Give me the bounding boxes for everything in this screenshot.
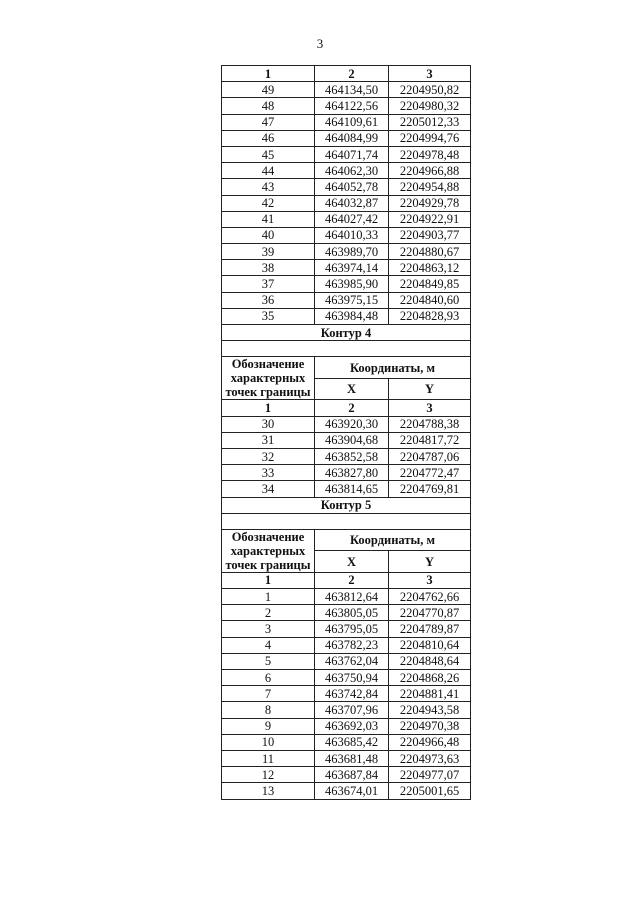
- designation-header: Обозначение характерных точек границы: [222, 529, 315, 572]
- y-coordinate-cell: 2204769,81: [389, 481, 471, 497]
- column-number-2: 2: [315, 572, 389, 588]
- point-id-cell: 41: [222, 211, 315, 227]
- y-coordinate-cell: 2205012,33: [389, 114, 471, 130]
- y-coordinate-cell: 2204762,66: [389, 589, 471, 605]
- table-row: [222, 432, 471, 448]
- x-coordinate-cell: 463750,94: [315, 670, 389, 686]
- x-coordinate-cell: 464027,42: [315, 211, 389, 227]
- table-row: [222, 621, 471, 637]
- y-coordinate-cell: 2204903,77: [389, 227, 471, 243]
- point-id-cell: 7: [222, 686, 315, 702]
- table-row: [222, 130, 471, 146]
- table-row: [222, 750, 471, 766]
- y-coordinate-cell: 2204770,87: [389, 605, 471, 621]
- table-row: [222, 276, 471, 292]
- coordinates-header: Координаты, м: [315, 529, 471, 551]
- y-coordinate-cell: 2204922,91: [389, 211, 471, 227]
- contour-title-row: [222, 497, 471, 513]
- column-number-row: [222, 66, 471, 82]
- column-number-1: 1: [222, 400, 315, 416]
- table-row: [222, 670, 471, 686]
- x-coordinate-cell: 464062,30: [315, 163, 389, 179]
- point-id-cell: 4: [222, 637, 315, 653]
- column-number-1: 1: [222, 66, 315, 82]
- point-id-cell: 48: [222, 98, 315, 114]
- column-number-2: 2: [315, 400, 389, 416]
- table-row: [222, 98, 471, 114]
- column-number-3: 3: [389, 572, 471, 588]
- point-id-cell: 33: [222, 465, 315, 481]
- spacer-row: [222, 513, 471, 529]
- x-coordinate-cell: 464134,50: [315, 82, 389, 98]
- y-coordinate-cell: 2204772,47: [389, 465, 471, 481]
- point-id-cell: 40: [222, 227, 315, 243]
- x-coordinate-cell: 464010,33: [315, 227, 389, 243]
- table-row: [222, 260, 471, 276]
- x-coordinate-cell: 463674,01: [315, 783, 389, 799]
- point-id-cell: 35: [222, 308, 315, 324]
- page-number: 3: [316, 36, 324, 51]
- point-id-cell: 8: [222, 702, 315, 718]
- x-coordinate-cell: 464052,78: [315, 179, 389, 195]
- point-id-cell: 9: [222, 718, 315, 734]
- y-axis-header: Y: [389, 551, 471, 573]
- point-id-cell: 2: [222, 605, 315, 621]
- column-number-2: 2: [315, 66, 389, 82]
- x-coordinate-cell: 463692,03: [315, 718, 389, 734]
- x-axis-header: X: [315, 378, 389, 400]
- y-coordinate-cell: 2204980,32: [389, 98, 471, 114]
- table-row: [222, 686, 471, 702]
- x-coordinate-cell: 463985,90: [315, 276, 389, 292]
- y-coordinate-cell: 2204787,06: [389, 448, 471, 464]
- table-row: [222, 653, 471, 669]
- y-coordinate-cell: 2204880,67: [389, 244, 471, 260]
- point-id-cell: 30: [222, 416, 315, 432]
- x-coordinate-cell: 463812,64: [315, 589, 389, 605]
- contour-title: Контур 4: [222, 325, 471, 341]
- x-coordinate-cell: 464071,74: [315, 146, 389, 162]
- point-id-cell: 38: [222, 260, 315, 276]
- table-row: [222, 227, 471, 243]
- point-id-cell: 39: [222, 244, 315, 260]
- x-coordinate-cell: 463687,84: [315, 767, 389, 783]
- spacer-row: [222, 341, 471, 357]
- x-axis-header: X: [315, 551, 389, 573]
- table-row: [222, 163, 471, 179]
- x-coordinate-cell: 464084,99: [315, 130, 389, 146]
- point-id-cell: 12: [222, 767, 315, 783]
- x-coordinate-cell: 464122,56: [315, 98, 389, 114]
- x-coordinate-cell: 463782,23: [315, 637, 389, 653]
- table-row: [222, 211, 471, 227]
- point-id-cell: 11: [222, 750, 315, 766]
- x-coordinate-cell: 463795,05: [315, 621, 389, 637]
- x-coordinate-cell: 463827,80: [315, 465, 389, 481]
- table-row: [222, 308, 471, 324]
- x-coordinate-cell: 463762,04: [315, 653, 389, 669]
- x-coordinate-cell: 463805,05: [315, 605, 389, 621]
- point-id-cell: 13: [222, 783, 315, 799]
- y-coordinate-cell: 2204788,38: [389, 416, 471, 432]
- y-coordinate-cell: 2204789,87: [389, 621, 471, 637]
- x-coordinate-cell: 463984,48: [315, 308, 389, 324]
- table-row: [222, 82, 471, 98]
- table-row: [222, 481, 471, 497]
- point-id-cell: 47: [222, 114, 315, 130]
- table-row: [222, 637, 471, 653]
- contour-title: Контур 5: [222, 497, 471, 513]
- contour-title-row: [222, 325, 471, 341]
- y-coordinate-cell: 2204977,07: [389, 767, 471, 783]
- column-number-3: 3: [389, 400, 471, 416]
- point-id-cell: 49: [222, 82, 315, 98]
- column-number-row: [222, 400, 471, 416]
- x-coordinate-cell: 463814,65: [315, 481, 389, 497]
- x-coordinate-cell: 463742,84: [315, 686, 389, 702]
- coordinates-header: Координаты, м: [315, 357, 471, 379]
- point-id-cell: 6: [222, 670, 315, 686]
- point-id-cell: 42: [222, 195, 315, 211]
- column-number-3: 3: [389, 66, 471, 82]
- table-row: [222, 292, 471, 308]
- point-id-cell: 32: [222, 448, 315, 464]
- y-coordinate-cell: 2204929,78: [389, 195, 471, 211]
- spacer-cell: [222, 513, 471, 529]
- y-coordinate-cell: 2204849,85: [389, 276, 471, 292]
- y-coordinate-cell: 2204863,12: [389, 260, 471, 276]
- point-id-cell: 37: [222, 276, 315, 292]
- table-row: [222, 114, 471, 130]
- point-id-cell: 31: [222, 432, 315, 448]
- table-row: [222, 195, 471, 211]
- point-id-cell: 34: [222, 481, 315, 497]
- table-row: [222, 589, 471, 605]
- point-id-cell: 43: [222, 179, 315, 195]
- y-axis-header: Y: [389, 378, 471, 400]
- header-row: [222, 529, 471, 551]
- y-coordinate-cell: 2204994,76: [389, 130, 471, 146]
- point-id-cell: 46: [222, 130, 315, 146]
- table-row: [222, 718, 471, 734]
- x-coordinate-cell: 464109,61: [315, 114, 389, 130]
- point-id-cell: 10: [222, 734, 315, 750]
- x-coordinate-cell: 463852,58: [315, 448, 389, 464]
- table-row: [222, 605, 471, 621]
- point-id-cell: 1: [222, 589, 315, 605]
- x-coordinate-cell: 463920,30: [315, 416, 389, 432]
- x-coordinate-cell: 463685,42: [315, 734, 389, 750]
- column-number-row: [222, 572, 471, 588]
- x-coordinate-cell: 463904,68: [315, 432, 389, 448]
- y-coordinate-cell: 2204840,60: [389, 292, 471, 308]
- y-coordinate-cell: 2204973,63: [389, 750, 471, 766]
- y-coordinate-cell: 2204810,64: [389, 637, 471, 653]
- table-row: [222, 783, 471, 799]
- y-coordinate-cell: 2204966,88: [389, 163, 471, 179]
- x-coordinate-cell: 464032,87: [315, 195, 389, 211]
- y-coordinate-cell: 2204828,93: [389, 308, 471, 324]
- table-row: [222, 179, 471, 195]
- point-id-cell: 5: [222, 653, 315, 669]
- point-id-cell: 3: [222, 621, 315, 637]
- header-row: [222, 357, 471, 379]
- y-coordinate-cell: 2204943,58: [389, 702, 471, 718]
- spacer-cell: [222, 341, 471, 357]
- table-row: [222, 146, 471, 162]
- table-row: [222, 244, 471, 260]
- point-id-cell: 45: [222, 146, 315, 162]
- y-coordinate-cell: 2204848,64: [389, 653, 471, 669]
- coordinates-table: [221, 65, 471, 800]
- x-coordinate-cell: 463975,15: [315, 292, 389, 308]
- table-row: [222, 734, 471, 750]
- point-id-cell: 36: [222, 292, 315, 308]
- y-coordinate-cell: 2204966,48: [389, 734, 471, 750]
- table-row: [222, 448, 471, 464]
- table-row: [222, 767, 471, 783]
- y-coordinate-cell: 2204978,48: [389, 146, 471, 162]
- designation-header: Обозначение характерных точек границы: [222, 357, 315, 400]
- column-number-1: 1: [222, 572, 315, 588]
- table-row: [222, 702, 471, 718]
- x-coordinate-cell: 463681,48: [315, 750, 389, 766]
- y-coordinate-cell: 2205001,65: [389, 783, 471, 799]
- y-coordinate-cell: 2204950,82: [389, 82, 471, 98]
- y-coordinate-cell: 2204954,88: [389, 179, 471, 195]
- x-coordinate-cell: 463707,96: [315, 702, 389, 718]
- x-coordinate-cell: 463974,14: [315, 260, 389, 276]
- point-id-cell: 44: [222, 163, 315, 179]
- y-coordinate-cell: 2204817,72: [389, 432, 471, 448]
- table-row: [222, 465, 471, 481]
- x-coordinate-cell: 463989,70: [315, 244, 389, 260]
- y-coordinate-cell: 2204881,41: [389, 686, 471, 702]
- table-row: [222, 416, 471, 432]
- y-coordinate-cell: 2204970,38: [389, 718, 471, 734]
- y-coordinate-cell: 2204868,26: [389, 670, 471, 686]
